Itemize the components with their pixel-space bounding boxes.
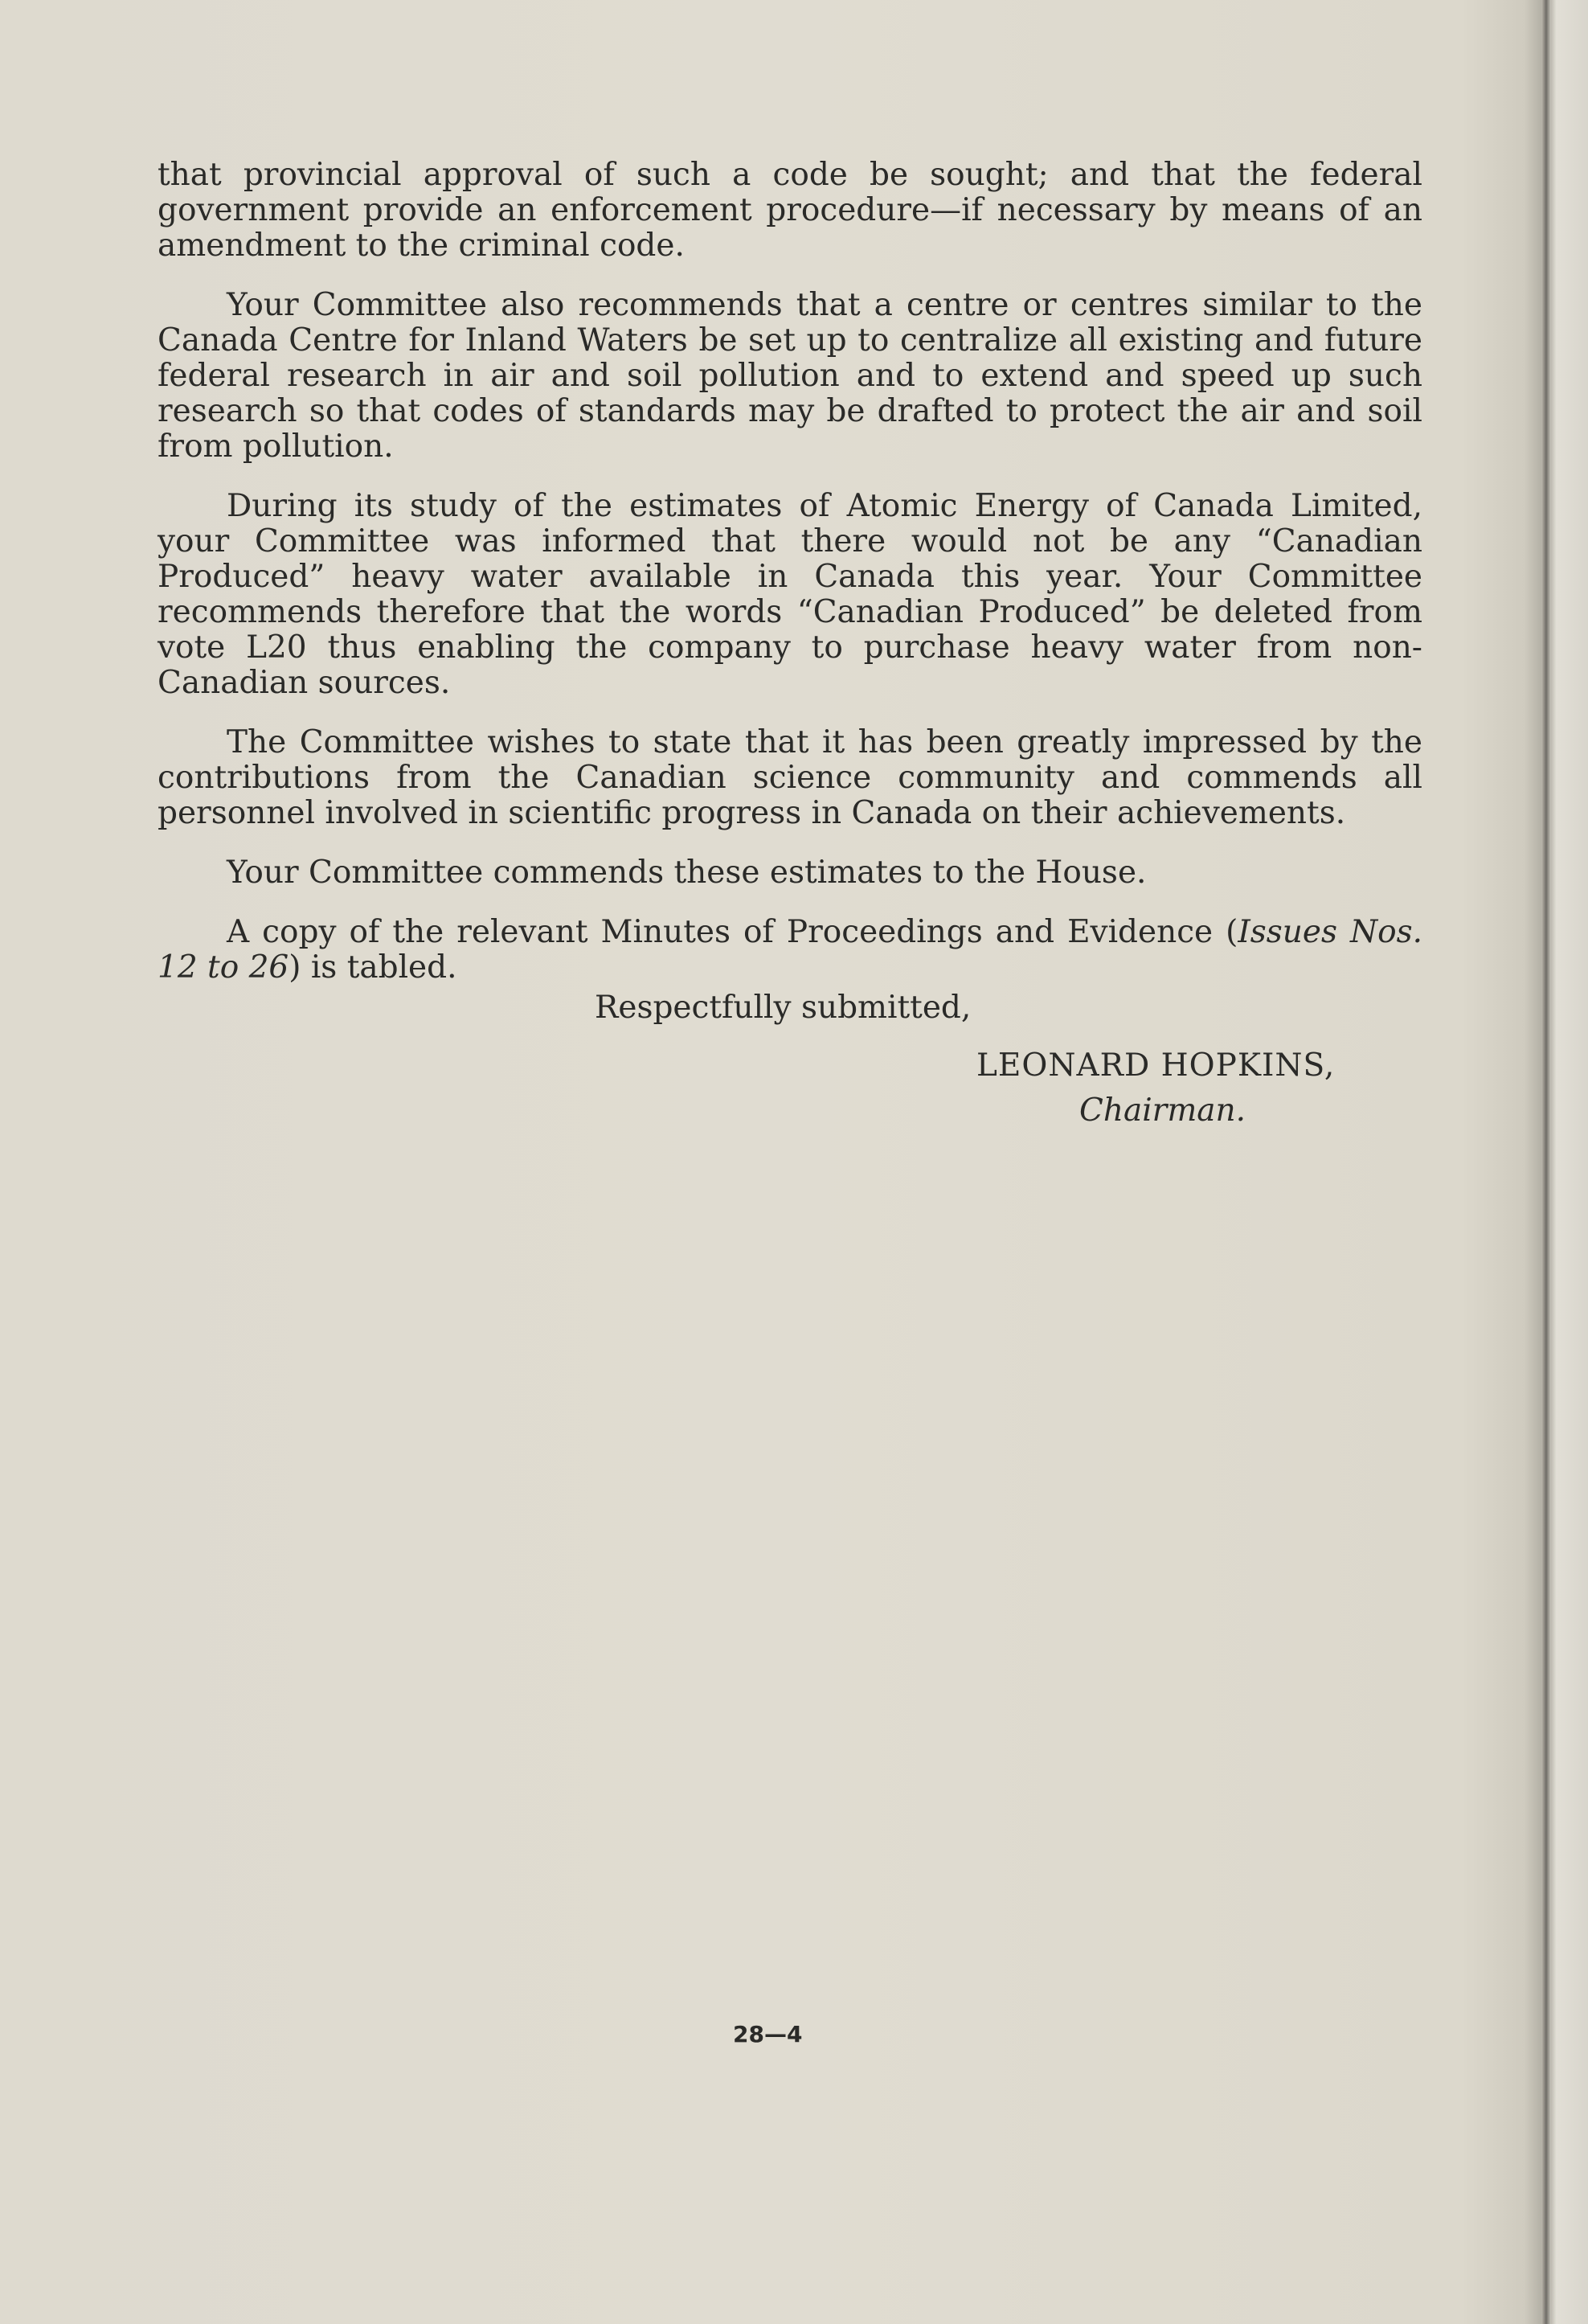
signatory-name: LEONARD HOPKINS, [976,1047,1336,1084]
paragraph-4: The Committee wishes to state that it has been greatly impressed by the contributions from the Canadian science community and commends all personnel involved in scientific progress in Canada on their achievements. [158,724,1422,831]
signatory-title: Chairman. [1079,1092,1246,1129]
paragraph-3: During its study of the estimates of Atomic Energy of Canada Limited, your Committee was informed that there would not be any “Canadian Produced” heavy water available in Canada this year. Your Committee recommends therefore that the words “Canadian Produced” be deleted from vote L20 thus enabling the company to purchase heavy water from non-Canadian sources. [158,488,1422,701]
book-spine [1541,0,1551,2324]
issues-reference: Issues Nos. 12 to 26 [158,914,1422,986]
paragraph-6 [158,915,1422,986]
paragraph-1: that provincial approval of such a code be sought; and that the federal government provide an enforcement procedure—if necessary by means of an amendment to the criminal code. [158,157,1422,264]
page-number: 28—4 [733,2021,803,2047]
body-text [158,158,1422,1010]
copy-text-start: A copy of the relevant Minutes of Proceedings and Evidence ( [227,914,1238,950]
copy-text-end: ) is tabled. [289,949,457,986]
paragraph-2: Your Committee also recommends that a centre or centres similar to the Canada Centre for Inland Waters be set up to centralize all existing and future federal research in air and soil pollution and to extend and speed up such research so that codes of standards may be drafted to protect the air and soil from pollution. [158,287,1422,465]
paragraph-5: Your Committee commends these estimates to the House. [227,855,1147,891]
closing-line: Respectfully submitted, [595,990,972,1026]
